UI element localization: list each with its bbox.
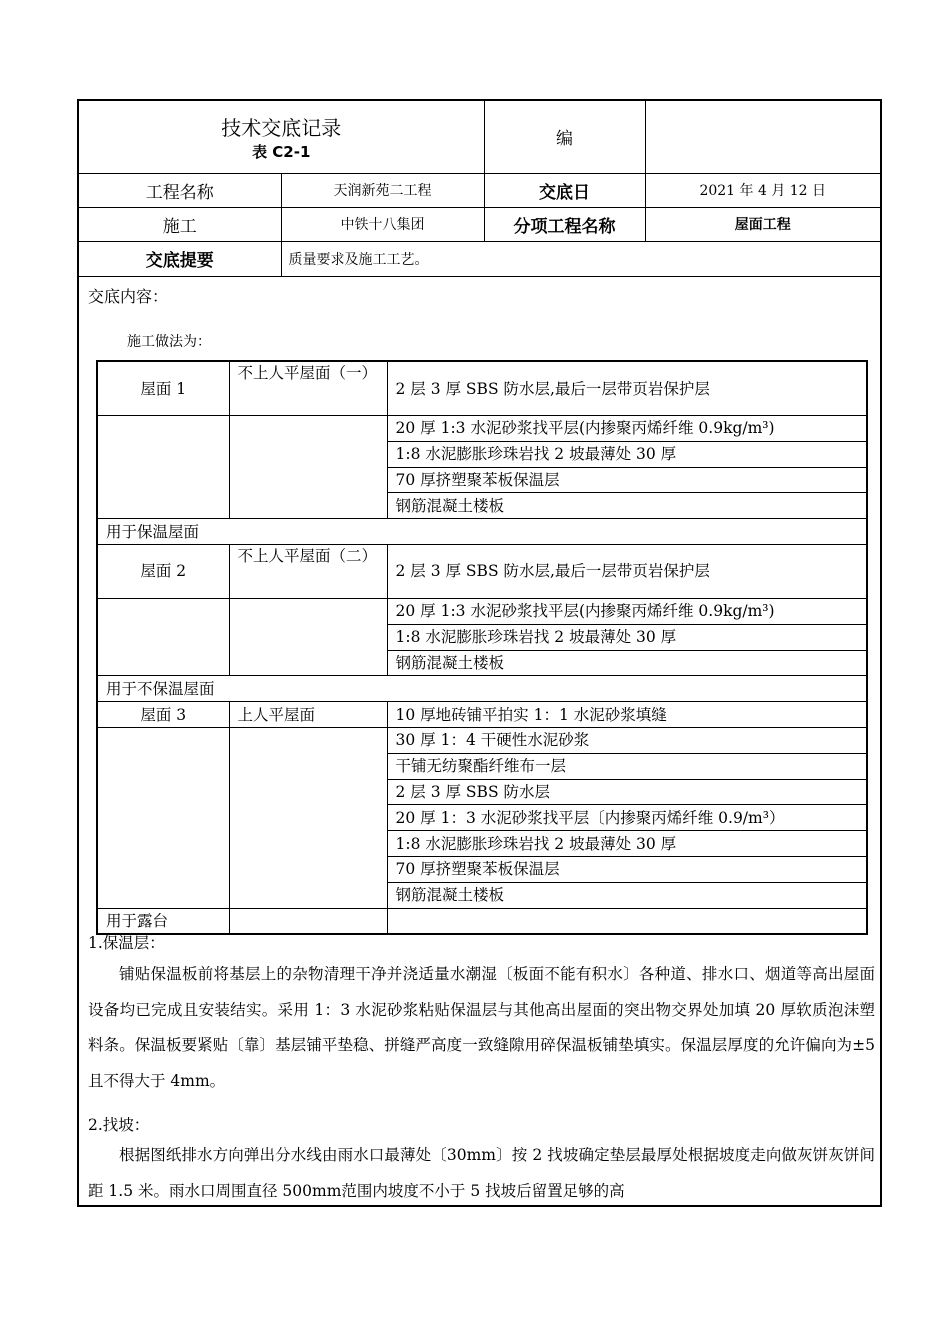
summary-value: 质量要求及施工工艺。 <box>281 241 880 276</box>
roof3-name: 屋面 3 <box>97 702 229 728</box>
roof3-layer: 20 厚 1：3 水泥砂浆找平层〔内掺聚丙烯纤维 0.9/m³） <box>387 805 867 831</box>
roof1-name: 屋面 1 <box>97 361 229 416</box>
roof3-layer: 干铺无纺聚酯纤维布一层 <box>387 753 867 779</box>
roof3-layer: 2 层 3 厚 SBS 防水层 <box>387 779 867 805</box>
form-number: 表 C2-1 <box>252 142 311 161</box>
table-row <box>97 676 867 702</box>
roof1-layer: 1:8 水泥膨胀珍珠岩找 2 坡最薄处 30 厚 <box>387 441 867 467</box>
roof2-type: 不上人平屋面（二） <box>229 544 387 598</box>
roof2-name: 屋面 2 <box>97 544 229 598</box>
date-value: 2021 年 4 月 12 日 <box>645 173 880 207</box>
project-name-value: 天润新苑二工程 <box>281 173 484 207</box>
table-row <box>97 727 867 753</box>
subitem-label: 分项工程名称 <box>484 207 645 241</box>
roof3-layer: 钢筋混凝土楼板 <box>387 882 867 908</box>
project-name-label: 工程名称 <box>79 173 281 207</box>
record-form <box>77 99 882 1207</box>
roof1-layer: 2 层 3 厚 SBS 防水层,最后一层带页岩保护层 <box>387 361 867 416</box>
roof3-layer: 10 厚地砖铺平拍实 1：1 水泥砂浆填缝 <box>387 702 867 728</box>
table-row <box>97 361 867 416</box>
table-row <box>97 416 867 442</box>
roof1-layer: 钢筋混凝土楼板 <box>387 493 867 519</box>
subitem-value: 屋面工程 <box>645 207 880 241</box>
roof3-layer: 70 厚挤塑聚苯板保温层 <box>387 856 867 882</box>
roof-layers-table <box>96 360 868 935</box>
form-title: 技术交底记录 <box>221 115 342 140</box>
code-value <box>645 101 880 173</box>
roof2-layer: 1:8 水泥膨胀珍珠岩找 2 坡最薄处 30 厚 <box>387 624 867 650</box>
roof3-usage: 用于露台 <box>97 908 229 934</box>
construction-unit-value: 中铁十八集团 <box>281 207 484 241</box>
content-label: 交底内容： <box>88 287 169 306</box>
roof2-layer: 2 层 3 厚 SBS 防水层,最后一层带页岩保护层 <box>387 544 867 598</box>
roof1-usage: 用于保温屋面 <box>97 519 867 545</box>
summary-label: 交底提要 <box>79 241 281 276</box>
table-row <box>97 544 867 598</box>
roof3-layer: 30 厚 1：4 干硬性水泥砂浆 <box>387 727 867 753</box>
section2-title: 2.找坡： <box>88 1116 150 1134</box>
method-intro: 施工做法为： <box>127 334 211 350</box>
title-cell <box>79 101 484 173</box>
section1-text: 铺贴保温板前将基层上的杂物清理干净并浇适量水潮湿〔板面不能有积水〕各种道、排水口、烟道等高出屋面设备均已完成且安装结实。采用 1：3 水泥砂浆粘贴保温层与其他高出屋面的突出物交界处加填 20 厚软质泡沫塑料条。保温板要紧贴〔靠〕基层铺平垫稳、拼缝严高度一致缝隙用碎保温板铺垫填实。保温层厚度的允许偏向为±5 且不得大于 4mm。 <box>88 965 875 1090</box>
table-row <box>97 702 867 728</box>
header-table <box>79 101 880 277</box>
section2-text: 根据图纸排水方向弹出分水线由雨水口最薄处〔30mm〕按 2 找坡确定垫层最厚处根据坡度走向做灰饼灰饼间距 1.5 米。雨水口周围直径 500mm范围内坡度不小于 5 找坡后留置足够的高 <box>88 1146 875 1200</box>
table-row <box>97 598 867 624</box>
roof2-layer: 20 厚 1:3 水泥砂浆找平层(内掺聚丙烯纤维 0.9kg/m³) <box>387 598 867 624</box>
roof2-usage: 用于不保温屋面 <box>97 676 867 702</box>
roof3-type: 上人平屋面 <box>229 702 387 728</box>
construction-unit-label: 施工 <box>79 207 281 241</box>
roof3-layer: 1:8 水泥膨胀珍珠岩找 2 坡最薄处 30 厚 <box>387 831 867 857</box>
roof1-layer: 70 厚挤塑聚苯板保温层 <box>387 467 867 493</box>
section1-title: 1.保温层： <box>88 934 165 952</box>
roof1-type: 不上人平屋面（一） <box>229 361 387 416</box>
roof1-layer: 20 厚 1:3 水泥砂浆找平层(内掺聚丙烯纤维 0.9kg/m³) <box>387 416 867 442</box>
roof2-layer: 钢筋混凝土楼板 <box>387 650 867 676</box>
table-row <box>97 519 867 545</box>
date-label: 交底日 <box>484 173 645 207</box>
code-label: 编 <box>484 101 645 173</box>
